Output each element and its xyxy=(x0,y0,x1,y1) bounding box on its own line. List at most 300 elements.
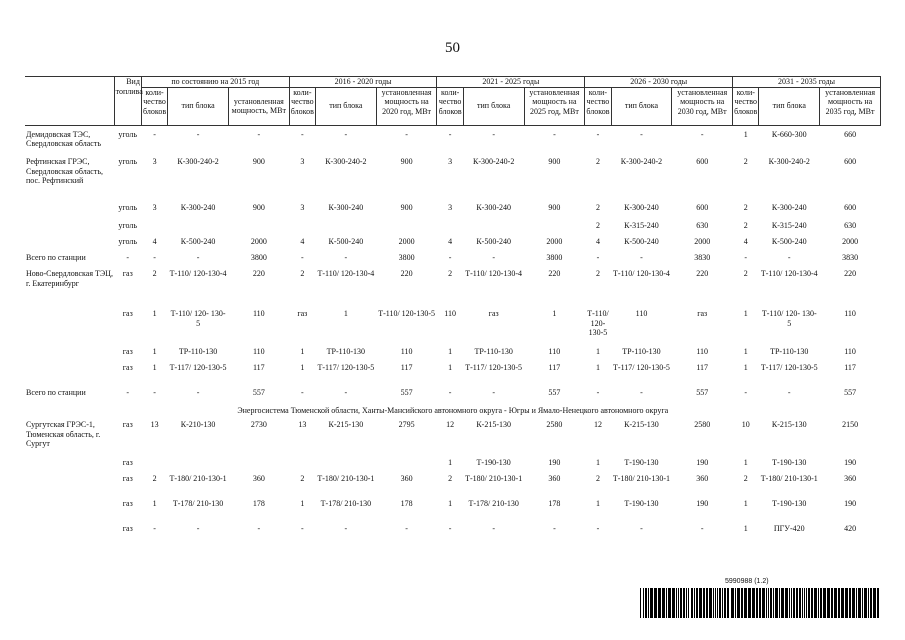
header-count: коли-чество блоков xyxy=(585,87,611,125)
table-row xyxy=(25,388,881,404)
data-cell: 110 xyxy=(548,347,561,356)
data-cell: - xyxy=(700,129,704,139)
barcode-bar xyxy=(811,588,813,618)
data-cell: - xyxy=(344,388,348,397)
barcode-bar xyxy=(820,588,822,618)
header-capacity: установленная мощность на 2025 год, МВт xyxy=(524,87,585,125)
fuel-cell: газ xyxy=(122,524,133,533)
data-cell: - xyxy=(596,129,600,139)
table-row xyxy=(25,157,881,203)
data-cell: Т-190-130 xyxy=(772,499,807,508)
data-cell: газ xyxy=(488,309,499,318)
barcode-bar xyxy=(770,588,772,618)
data-cell: К-300-240 xyxy=(624,203,659,212)
data-cell: К-300-240-2 xyxy=(177,157,219,166)
data-cell xyxy=(141,458,167,474)
data-cell: 900 xyxy=(252,203,265,212)
data-cell: - xyxy=(787,388,791,397)
data-cell: 360 xyxy=(400,474,413,483)
fuel-cell: газ xyxy=(122,363,133,372)
data-cell: 1 xyxy=(152,363,157,372)
barcode-bar xyxy=(802,588,803,618)
data-cell xyxy=(168,221,229,237)
station-name xyxy=(25,363,114,388)
table-row xyxy=(25,203,881,221)
data-cell: 12 xyxy=(593,420,602,429)
data-cell: 190 xyxy=(696,458,709,467)
data-cell: К-315-240 xyxy=(624,221,659,230)
data-cell: К-315-240 xyxy=(771,221,807,230)
barcode-bar xyxy=(666,588,667,618)
header-sub-row xyxy=(25,87,881,125)
data-cell: Т-110/ 120- 130-5 xyxy=(587,309,609,337)
data-cell: - xyxy=(196,524,200,533)
data-cell: К-300-240 xyxy=(771,203,807,212)
barcode-bar xyxy=(799,588,801,618)
data-cell xyxy=(316,221,377,237)
data-cell: - xyxy=(153,524,156,533)
data-cell: 660 xyxy=(844,129,857,139)
table-row xyxy=(25,363,881,388)
station-name: Демидовская ТЭС, Свердловская область xyxy=(26,129,101,148)
data-cell: 4 xyxy=(152,237,157,246)
fuel-cell: уголь xyxy=(118,237,138,246)
data-cell: - xyxy=(405,129,408,139)
barcode-bar xyxy=(731,588,734,618)
barcode-bar xyxy=(849,588,851,618)
data-cell xyxy=(168,458,229,474)
station-name: Ново-Свердловская ТЭЦ, г. Екатеринбург xyxy=(26,269,113,288)
data-cell: - xyxy=(448,388,452,397)
data-cell: Т-110/ 120- 130-5 xyxy=(170,309,226,328)
data-cell: - xyxy=(596,253,600,262)
data-cell: К-300-240-2 xyxy=(473,157,515,166)
barcode-bar xyxy=(814,588,817,618)
data-cell: 1 xyxy=(448,499,453,508)
data-cell: 13 xyxy=(150,420,159,429)
data-cell xyxy=(437,221,463,237)
data-cell: 1 xyxy=(595,499,600,508)
data-cell: 190 xyxy=(548,458,561,467)
barcode-bar xyxy=(737,588,740,618)
data-cell: К-300-240-2 xyxy=(768,157,810,166)
data-cell: - xyxy=(640,129,643,139)
barcode-bar xyxy=(752,588,755,618)
barcode-bar xyxy=(796,588,798,618)
data-cell: Т-117/ 120-130-5 xyxy=(169,363,227,372)
table-row xyxy=(25,420,881,458)
table-row xyxy=(25,499,881,524)
data-cell: ТР-110-130 xyxy=(326,347,366,356)
data-cell: 600 xyxy=(844,157,857,166)
station-name xyxy=(25,474,114,499)
data-cell xyxy=(289,458,315,474)
data-cell: - xyxy=(196,253,200,262)
header-capacity: установленная мощность, МВт xyxy=(228,87,289,125)
data-cell: - xyxy=(448,524,452,533)
generation-table xyxy=(25,76,881,544)
data-cell: 12 xyxy=(446,420,455,429)
header-type: тип блока xyxy=(759,87,820,125)
data-cell: 110 xyxy=(252,347,265,356)
data-cell: К-215-130 xyxy=(771,420,807,429)
table-row xyxy=(25,474,881,499)
data-cell: 1 xyxy=(300,363,305,372)
data-cell: 2730 xyxy=(250,420,267,429)
fuel-cell: уголь xyxy=(118,157,138,166)
data-cell: 2 xyxy=(743,221,748,230)
data-cell: 3800 xyxy=(398,253,415,262)
data-cell: Т-117/ 120-130-5 xyxy=(613,363,670,372)
barcode-bar xyxy=(841,588,844,618)
data-cell: 1 xyxy=(595,347,600,356)
barcode-bar xyxy=(773,588,774,618)
data-cell: 1 xyxy=(743,458,748,467)
barcode-bar xyxy=(672,588,675,618)
data-cell: 4 xyxy=(595,237,600,246)
data-cell: 2580 xyxy=(694,420,711,429)
barcode-bar xyxy=(818,588,819,618)
station-name xyxy=(25,309,114,347)
data-cell: 900 xyxy=(548,157,561,166)
barcode-bar xyxy=(744,588,747,618)
data-cell: 13 xyxy=(298,420,307,429)
header-period-row xyxy=(25,77,881,88)
data-cell: 3 xyxy=(448,203,453,212)
data-cell: - xyxy=(153,129,156,139)
data-cell: Т-178/ 210-130 xyxy=(320,499,372,508)
data-cell: 3 xyxy=(152,157,157,166)
data-cell: ТР-110-130 xyxy=(622,347,661,356)
data-cell: 3 xyxy=(448,157,453,166)
station-name xyxy=(25,347,114,363)
data-cell xyxy=(376,458,437,474)
data-cell: К-215-130 xyxy=(624,420,659,429)
barcode-bar xyxy=(766,588,767,618)
fuel-cell: уголь xyxy=(118,203,138,212)
data-cell: 110 xyxy=(844,347,856,356)
data-cell: - xyxy=(344,253,348,262)
data-cell: - xyxy=(553,129,556,139)
barcode-bar xyxy=(793,588,795,618)
table-row xyxy=(25,253,881,269)
data-cell: 600 xyxy=(844,203,857,212)
data-cell: 178 xyxy=(400,499,413,508)
data-cell: 3830 xyxy=(694,253,711,262)
barcode-bar xyxy=(640,588,641,618)
barcode-bar xyxy=(808,588,810,618)
barcode-bar xyxy=(709,588,712,618)
data-cell: 1 xyxy=(152,347,157,356)
data-cell xyxy=(141,221,167,237)
data-cell: 600 xyxy=(696,157,709,166)
data-cell: 360 xyxy=(844,474,857,483)
data-cell: 420 xyxy=(844,524,857,533)
barcode-bar xyxy=(862,588,863,618)
data-cell: ТР-110-130 xyxy=(474,347,513,356)
data-cell: К-300-240-2 xyxy=(325,157,367,166)
data-cell: Т-110/ 120-130-4 xyxy=(465,269,523,278)
data-cell: 557 xyxy=(844,388,857,397)
data-cell: 2 xyxy=(743,157,748,166)
data-cell: К-500-240 xyxy=(624,237,659,246)
fuel-cell: газ xyxy=(122,309,133,318)
barcode-bar xyxy=(680,588,682,618)
barcode-bar xyxy=(713,588,714,618)
barcode-bar xyxy=(643,588,644,618)
barcode-bar xyxy=(852,588,855,618)
data-cell: 1 xyxy=(552,309,557,318)
table-body xyxy=(25,125,881,544)
barcode-bar xyxy=(845,588,848,618)
region-title: Энергосистема Тюменской области, Ханты-Мансийского автономного округа - Югры и Ямало-Ненецкого автономного округа xyxy=(237,406,669,415)
data-cell: - xyxy=(301,129,304,139)
data-cell: 2000 xyxy=(250,237,267,246)
data-cell: 178 xyxy=(548,499,561,508)
data-cell: Т-180/ 210-130-1 xyxy=(317,474,375,483)
barcode-bar xyxy=(789,588,790,618)
data-cell: 110 xyxy=(252,309,265,318)
data-cell: Т-110/ 120-130-4 xyxy=(317,269,375,278)
barcode-bar xyxy=(762,588,765,618)
data-cell: 3830 xyxy=(842,253,859,262)
data-cell: 3800 xyxy=(546,253,563,262)
data-cell: - xyxy=(301,253,304,262)
barcode-bar xyxy=(756,588,758,618)
data-cell: 2 xyxy=(595,474,600,483)
region-row xyxy=(25,404,881,420)
data-cell: 117 xyxy=(252,363,265,372)
header-capacity: установленная мощность на 2035 год, МВт xyxy=(820,87,881,125)
data-cell: 110 xyxy=(844,309,856,318)
barcode-bar xyxy=(691,588,693,618)
data-cell: Т-180/ 210-130-1 xyxy=(760,474,818,483)
fuel-cell: газ xyxy=(122,420,133,429)
data-cell: 2 xyxy=(743,474,748,483)
header-count: коли-чество блоков xyxy=(141,87,167,125)
fuel-cell: - xyxy=(126,253,130,262)
data-cell: 2000 xyxy=(398,237,415,246)
data-cell: 190 xyxy=(844,499,857,508)
table-row xyxy=(25,458,881,474)
data-cell: - xyxy=(596,388,600,397)
data-cell: - xyxy=(196,388,200,397)
data-cell: 3 xyxy=(152,203,157,212)
data-cell: К-500-240 xyxy=(476,237,511,246)
data-cell: 190 xyxy=(696,499,709,508)
barcode-bar xyxy=(668,588,671,618)
barcode-bar xyxy=(727,588,729,618)
data-cell: Т-180/ 210-130-1 xyxy=(169,474,227,483)
header-capacity: установленная мощность на 2030 год, МВт xyxy=(672,87,733,125)
station-name: Рефтинская ГРЭС, Свердловская область, пос. Рефтинский xyxy=(26,157,103,185)
data-cell: 190 xyxy=(844,458,857,467)
barcode-bar xyxy=(781,588,784,618)
data-cell: К-210-130 xyxy=(180,420,216,429)
barcode-bar xyxy=(768,588,769,618)
data-cell: 2 xyxy=(595,221,600,230)
table-row xyxy=(25,269,881,309)
data-cell: 117 xyxy=(696,363,709,372)
data-cell xyxy=(289,221,315,237)
data-cell: 557 xyxy=(400,388,413,397)
data-cell: - xyxy=(196,129,200,139)
data-cell: 360 xyxy=(696,474,709,483)
barcode-bar xyxy=(873,588,876,618)
data-cell: Т-110/ 120-130-4 xyxy=(760,269,818,278)
data-cell: 630 xyxy=(696,221,709,230)
barcode-bar xyxy=(715,588,716,618)
barcode-bar xyxy=(868,588,869,618)
data-cell: 178 xyxy=(252,499,265,508)
barcode-bar xyxy=(717,588,718,618)
station-name: Сургутская ГРЭС-1, Тюменская область, г. Сургут xyxy=(26,420,101,448)
header-period: 2026 - 2030 годы xyxy=(585,77,733,88)
station-name: Всего по станции xyxy=(26,388,86,397)
barcode-bar xyxy=(785,588,788,618)
data-cell: 600 xyxy=(696,203,709,212)
barcode-bar xyxy=(864,588,867,618)
data-cell: К-500-240 xyxy=(180,237,216,246)
barcode-bar xyxy=(686,588,687,618)
barcode-bar xyxy=(804,588,805,618)
data-cell: Т-110/ 120-130-5 xyxy=(378,309,436,318)
barcode-bar xyxy=(699,588,702,618)
data-cell: 360 xyxy=(252,474,265,483)
data-cell: - xyxy=(492,253,495,262)
data-cell: - xyxy=(640,253,643,262)
data-cell: - xyxy=(640,524,643,533)
data-cell: 900 xyxy=(400,157,413,166)
data-cell: Т-110/ 120-130-4 xyxy=(169,269,227,278)
data-cell: 4 xyxy=(300,237,305,246)
barcode-bar xyxy=(858,588,861,618)
data-cell: - xyxy=(596,524,600,533)
header-count: коли-чество блоков xyxy=(437,87,463,125)
data-cell: 1 xyxy=(343,309,348,318)
barcode-number: 5990988 (1.2) xyxy=(725,578,769,585)
barcode-bar xyxy=(823,588,826,618)
barcode-bar xyxy=(694,588,695,618)
barcode-bar xyxy=(703,588,705,618)
data-cell: - xyxy=(744,388,748,397)
fuel-cell: газ xyxy=(122,269,133,278)
data-cell: Т-180/ 210-130-1 xyxy=(612,474,671,483)
barcode-bar xyxy=(654,588,657,618)
table-row xyxy=(25,221,881,237)
data-cell: 2 xyxy=(743,203,748,212)
header-type: тип блока xyxy=(463,87,524,125)
header-capacity: установленная мощность на 2020 год, МВт xyxy=(376,87,437,125)
barcode-bar xyxy=(676,588,677,618)
header-type: тип блока xyxy=(168,87,229,125)
data-cell: - xyxy=(344,129,348,139)
data-cell: 2000 xyxy=(842,237,859,246)
barcode-bar xyxy=(827,588,830,618)
data-cell: ПГУ-420 xyxy=(773,524,805,533)
data-cell: 2000 xyxy=(546,237,563,246)
barcode-bar xyxy=(678,588,679,618)
barcode-bar xyxy=(688,588,689,618)
data-cell: 557 xyxy=(548,388,561,397)
fuel-cell: уголь xyxy=(118,221,138,230)
barcode-bar xyxy=(724,588,726,618)
barcode-bar xyxy=(648,588,649,618)
data-cell: 3800 xyxy=(250,253,267,262)
data-cell: Т-110/ 120-130-4 xyxy=(613,269,670,278)
data-cell: 2 xyxy=(152,474,157,483)
header-type: тип блока xyxy=(611,87,672,125)
data-cell: 360 xyxy=(548,474,561,483)
data-cell: 220 xyxy=(696,269,709,278)
data-cell: 117 xyxy=(400,363,413,372)
data-cell: - xyxy=(640,388,643,397)
data-cell xyxy=(316,458,377,474)
station-name xyxy=(25,499,114,524)
data-cell: 1 xyxy=(152,309,157,318)
fuel-cell: газ xyxy=(122,499,133,508)
data-cell: К-500-240 xyxy=(328,237,364,246)
data-cell: 557 xyxy=(252,388,265,397)
data-cell: 1 xyxy=(743,347,748,356)
data-cell: - xyxy=(257,129,261,139)
header-type: тип блока xyxy=(316,87,377,125)
data-cell: - xyxy=(787,253,791,262)
data-cell: 900 xyxy=(400,203,413,212)
table-row xyxy=(25,237,881,253)
table-row xyxy=(25,125,881,157)
data-cell: - xyxy=(301,388,304,397)
data-cell: 220 xyxy=(252,269,265,278)
barcode-bar xyxy=(791,588,792,618)
data-cell: 4 xyxy=(448,237,453,246)
data-cell: 2580 xyxy=(546,420,563,429)
data-cell xyxy=(463,221,524,237)
data-cell: 2795 xyxy=(398,420,415,429)
barcode-bar xyxy=(645,588,647,618)
data-cell: 110 xyxy=(635,309,648,318)
barcode-bar xyxy=(650,588,653,618)
data-cell: 220 xyxy=(548,269,561,278)
barcode-bar xyxy=(662,588,665,618)
fuel-cell: газ xyxy=(122,458,133,467)
data-cell: 220 xyxy=(400,269,413,278)
data-cell: Т-110/ 120- 130-5 xyxy=(761,309,817,328)
data-cell: 900 xyxy=(252,157,265,166)
barcode-bar xyxy=(722,588,723,618)
fuel-cell: газ xyxy=(122,347,133,356)
fuel-cell: уголь xyxy=(118,129,138,139)
barcode-bar xyxy=(759,588,761,618)
data-cell: ТР-110-130 xyxy=(178,347,218,356)
fuel-cell: - xyxy=(126,388,130,397)
data-cell: 2 xyxy=(595,203,600,212)
barcode-bar xyxy=(683,588,685,618)
data-cell: 1 xyxy=(743,363,748,372)
data-cell: 2 xyxy=(743,269,748,278)
barcode-bar xyxy=(806,588,807,618)
data-cell: 1 xyxy=(152,499,157,508)
data-cell: Т-178/ 210-130 xyxy=(468,499,519,508)
data-cell: 630 xyxy=(844,221,857,230)
data-cell: К-300-240 xyxy=(328,203,364,212)
data-cell: 4 xyxy=(743,237,748,246)
data-cell: 557 xyxy=(696,388,709,397)
header-fuel: Вид топлива xyxy=(114,77,141,126)
data-cell: К-215-130 xyxy=(328,420,364,429)
data-cell: К-660-300 xyxy=(771,129,807,139)
data-cell: 2 xyxy=(300,269,305,278)
